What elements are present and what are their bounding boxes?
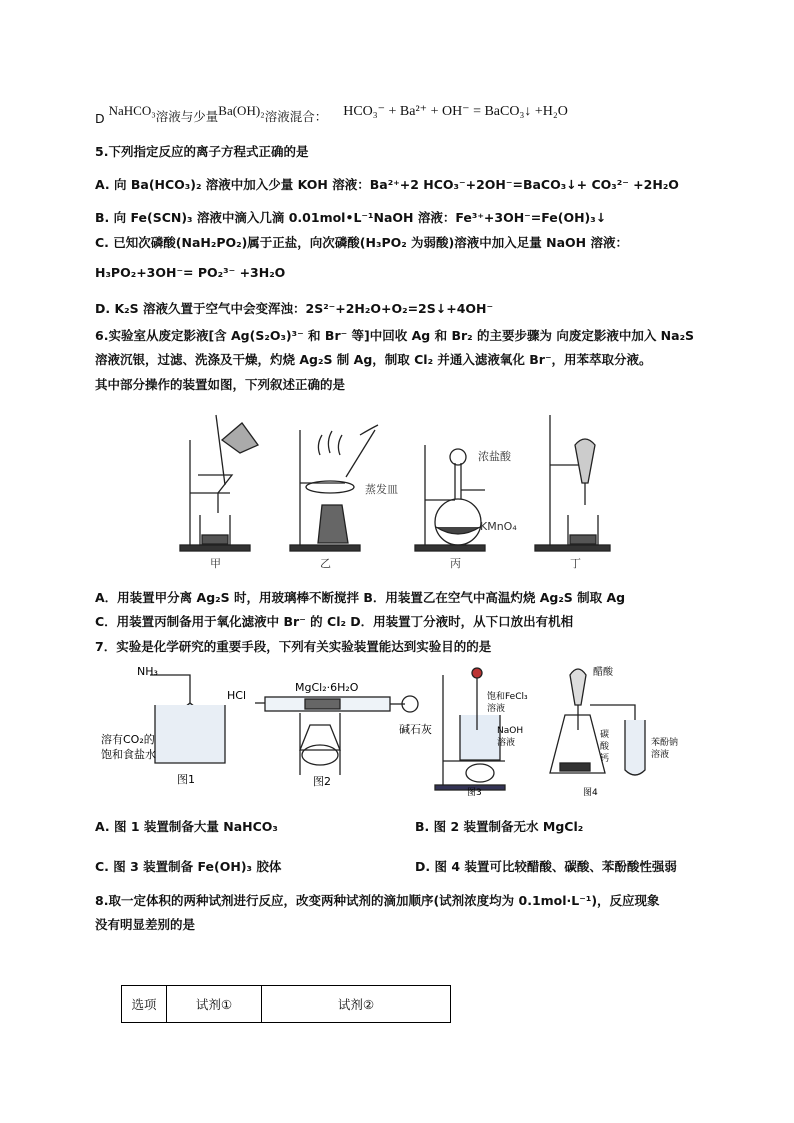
formula-nahco3: NaHCO₃ [108, 103, 156, 118]
q5-option-d: D. K₂S 溶液久置于空气中会变浑浊：2S²⁻+2H₂O+O₂=2S↓+4OH⁻ [95, 301, 494, 316]
label-jia: 甲 [210, 557, 221, 570]
label-fecl3-2: 溶液 [487, 704, 506, 714]
label-nh3: NH₃ [137, 665, 158, 678]
q5-option-c-line1: C. 已知次磷酸(NaH₂PO₂)属于正盐，向次磷酸(H₃PO₂ 为弱酸)溶液中加入足量 NaOH 溶液： [95, 235, 628, 250]
q6-options-cd: C．用装置丙制备用于氧化滤液中 Br⁻ 的 Cl₂ D．用装置丁分液时，从下口放出有机相 [95, 614, 574, 629]
q7-option-a: A. 图 1 装置制备大量 NaHCO₃ [95, 819, 278, 834]
q5-option-b: B. 向 Fe(SCN)₃ 溶液中滴入几滴 0.01mol•L⁻¹NaOH 溶液：Fe³⁺+3OH⁻=Fe(OH)₃↓ [95, 210, 607, 225]
header-reagent-2: 试剂② [262, 986, 451, 1023]
header-reagent-1: 试剂① [167, 986, 262, 1023]
label-ding: 丁 [570, 557, 581, 570]
equation: HCO₃⁻ + Ba²⁺ + OH⁻ = BaCO₃↓ +H₂O [343, 104, 568, 119]
q7-apparatus-figure [95, 655, 715, 800]
label-bing: 丙 [450, 557, 461, 570]
q7-option-c: C. 图 3 装置制备 Fe(OH)₃ 胶体 [95, 859, 282, 874]
label-phenolate-2: 溶液 [651, 750, 670, 760]
q5-stem: 5.下列指定反应的离子方程式正确的是 [95, 144, 309, 159]
label-caco3-1: 碳 [600, 730, 610, 740]
label-co2-2: 饱和食盐水 [101, 748, 156, 761]
q4-option-d [95, 101, 568, 126]
formula-baoh2: Ba(OH)₂ [218, 103, 265, 118]
table-header-row [122, 986, 451, 1023]
label-caco3-3: 钙 [600, 754, 610, 764]
q5-option-a: A. 向 Ba(HCO₃)₂ 溶液中加入少量 KOH 溶液：Ba²⁺+2 HCO₃⁻+2OH⁻=BaCO₃↓+ CO₃²⁻ +2H₂O [95, 177, 679, 192]
header-option: 选项 [122, 986, 167, 1023]
label-hcl: HCl [227, 689, 247, 702]
label-naoh-2: 溶液 [497, 738, 516, 748]
q6-apparatus-figure [170, 405, 620, 570]
q7-stem: 7．实验是化学研究的重要手段，下列有关实验装置能达到实验目的的是 [95, 639, 492, 654]
label-mgcl2: MgCl₂·6H₂O [295, 681, 359, 694]
text-a: 溶液与少量 [155, 109, 219, 124]
label-fig3: 图3 [467, 788, 482, 798]
text-b: 溶液混合： [264, 109, 328, 124]
q6-options-ab: A．用装置甲分离 Ag₂S 时，用玻璃棒不断搅拌 B．用装置乙在空气中高温灼烧 Ag₂S 制取 Ag [95, 590, 626, 605]
q8-table [121, 985, 451, 1023]
q6-stem-line1: 6.实验室从废定影液[含 Ag(S₂O₃)³⁻ 和 Br⁻ 等]中回收 Ag 和 Br₂ 的主要步骤为 向废定影液中加入 Na₂S [95, 328, 695, 343]
label-acetic-acid: 醋酸 [593, 667, 613, 678]
q5-option-c-line2: H₃PO₂+3OH⁻= PO₂³⁻ +3H₂O [95, 265, 286, 280]
label-evaporating-dish: 蒸发皿 [365, 483, 398, 496]
q8-stem-line1: 8.取一定体积的两种试剂进行反应，改变两种试剂的滴加顺序(试剂浓度均为 0.1mol·L⁻¹)，反应现象 [95, 893, 660, 908]
label-yi: 乙 [320, 557, 331, 570]
label-co2-1: 溶有CO₂的 [101, 733, 155, 746]
label-fig4: 图4 [583, 788, 598, 798]
label-soda-lime: 碱石灰 [399, 723, 432, 736]
q6-stem-line3: 其中部分操作的装置如图，下列叙述正确的是 [95, 377, 346, 392]
label-conc-hcl: 浓盐酸 [478, 450, 511, 463]
q7-option-b: B. 图 2 装置制备无水 MgCl₂ [415, 819, 584, 834]
option-letter: D [95, 111, 105, 126]
label-kmno4: KMnO₄ [480, 520, 517, 533]
label-fig1: 图1 [177, 773, 195, 786]
q7-option-d: D. 图 4 装置可比较醋酸、碳酸、苯酚酸性强弱 [415, 859, 677, 874]
q6-stem-line2: 溶液沉银，过滤、洗涤及干燥，灼烧 Ag₂S 制 Ag，制取 Cl₂ 并通入滤液氧化 Br⁻，用苯萃取分液。 [95, 352, 652, 367]
label-naoh-1: NaOH [497, 726, 524, 736]
label-phenolate-1: 苯酚钠 [651, 738, 679, 748]
label-fecl3-1: 饱和FeCl₃ [487, 692, 528, 702]
label-caco3-2: 酸 [600, 742, 610, 752]
q8-stem-line2: 没有明显差别的是 [95, 917, 196, 932]
label-fig2: 图2 [313, 775, 331, 788]
